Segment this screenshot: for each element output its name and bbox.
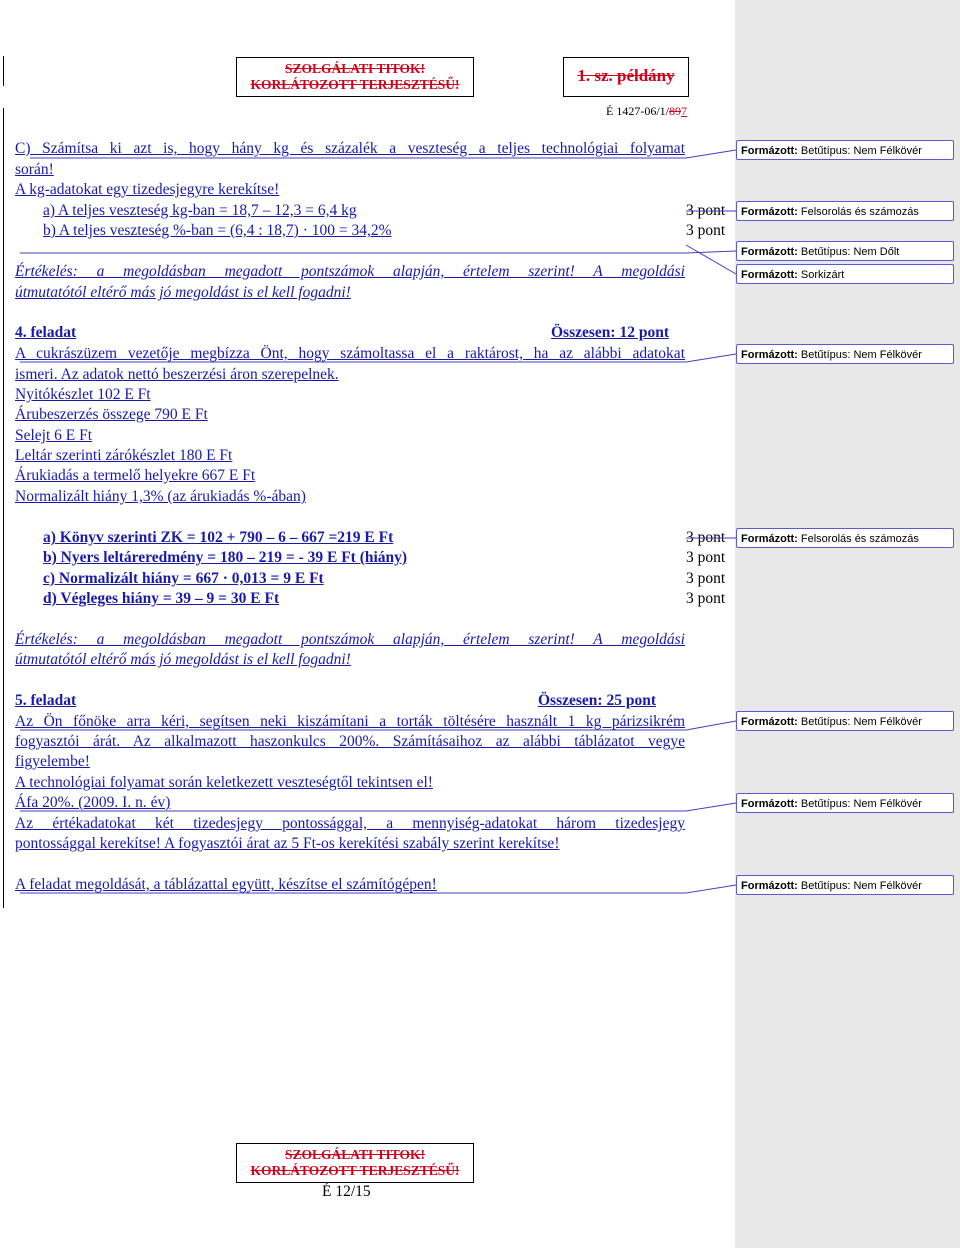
points-c-b: 3 pont	[686, 222, 726, 239]
task4-text-line1: A cukrászüzem vezetője megbízza Önt, hogy számoltassa el a raktárost, ha az alábbi adatokat	[15, 345, 685, 362]
footer-secret-line2: KORLÁTOZOTT TERJESZTÉSŰ!	[250, 1163, 460, 1178]
task4-title: 4. feladat	[15, 324, 77, 341]
task4-data-item: Árubeszerzés összege 790 E Ft	[15, 406, 208, 423]
format-comment[interactable]	[736, 793, 954, 813]
task4-data-item: Nyitókészlet 102 E Ft	[15, 386, 151, 403]
task5-line7: pontossággal kerekítse! A fogyasztói árat az 5 Ft-os kerekítési szabály szerint kerekítse!	[15, 835, 560, 852]
section-c-eval-line1: Értékelés: a megoldásban megadott pontszámok alapján, értelem szerint! A megoldási	[15, 263, 685, 280]
task5-total: Összesen: 25 pont	[538, 692, 656, 709]
comment-label: Formázott:	[741, 206, 798, 218]
task4-data-item: Normalizált hiány 1,3% (az árukiadás %-ában)	[15, 488, 306, 505]
format-comment[interactable]	[736, 344, 954, 364]
task4-answer: a) Könyv szerinti ZK = 102 + 790 – 6 – 667 =219 E Ft	[43, 529, 394, 546]
format-comment[interactable]	[736, 875, 954, 895]
format-comment[interactable]	[736, 264, 954, 284]
section-c-item-a: a) A teljes veszteség kg-ban = 18,7 – 12,3 = 6,4 kg	[43, 202, 357, 219]
footer-secret-line1: SZOLGÁLATI TITOK!	[285, 1147, 425, 1162]
comment-label: Formázott:	[741, 246, 798, 258]
task5-line1: Az Ön főnöke arra kéri, segítsen neki kiszámítani a torták töltésére használt 1 kg párizsikrém	[15, 713, 685, 730]
task4-answer-points: 3 pont	[686, 549, 726, 566]
task4-answer: d) Végleges hiány = 39 – 9 = 30 E Ft	[43, 590, 280, 607]
comment-value: Sorkizárt	[800, 269, 845, 281]
header-secret-line1: SZOLGÁLATI TITOK!	[285, 61, 425, 76]
doc-code-old: 89	[669, 104, 681, 118]
task4-answer-points: 3 pont	[686, 590, 726, 607]
task4-data-item: Árukiadás a termelő helyekre 667 E Ft	[15, 467, 256, 484]
doc-code-prefix: É 1427-06/1/	[606, 104, 669, 118]
comment-label: Formázott:	[741, 145, 798, 157]
comment-label: Formázott:	[741, 798, 798, 810]
format-comment[interactable]	[736, 241, 954, 261]
task4-answer-points: 3 pont	[686, 529, 726, 546]
comment-value: Betűtípus: Nem Félkövér	[800, 716, 922, 728]
comment-value: Felsorolás és számozás	[800, 533, 919, 545]
comment-label: Formázott:	[741, 716, 798, 728]
comment-label: Formázott:	[741, 533, 798, 545]
doc-code-new: 7	[681, 104, 687, 118]
comment-label: Formázott:	[741, 269, 798, 281]
task4-text-line2: ismeri. Az adatok nettó beszerzési áron szerepelnek.	[15, 366, 339, 383]
comment-label: Formázott:	[741, 349, 798, 361]
task5-line6: Az értékadatokat két tizedesjegy pontossággal, a mennyiség-adatokat három tizedesjegy	[15, 815, 685, 832]
format-comment[interactable]	[736, 711, 954, 731]
comment-value: Betűtípus: Nem Félkövér	[800, 798, 922, 810]
section-c-line1: C) Számítsa ki azt is, hogy hány kg és százalék a veszteség a teljes technológiai folyamat	[15, 140, 685, 157]
header-secret-line2: KORLÁTOZOTT TERJESZTÉSŰ!	[250, 77, 460, 92]
section-c-item-b: b) A teljes veszteség %-ban = (6,4 : 18,7) · 100 = 34,2%	[43, 222, 392, 239]
task4-answer: c) Normalizált hiány = 667 · 0,013 = 9 E Ft	[43, 570, 324, 587]
points-c-a: 3 pont	[686, 202, 726, 219]
comment-value: Betűtípus: Nem Dőlt	[800, 246, 900, 258]
comment-value: Betűtípus: Nem Félkövér	[800, 349, 922, 361]
section-c-eval-line2: útmutatótól eltérő más jó megoldást is el kell fogadni!	[15, 284, 351, 301]
comment-value: Betűtípus: Nem Félkövér	[800, 145, 922, 157]
format-comment[interactable]	[736, 140, 954, 160]
section-c-line2: során!	[15, 161, 54, 178]
task5-line4: A technológiai folyamat során keletkezett veszteségtől tekintsen el!	[15, 774, 433, 791]
task5-line8: A feladat megoldását, a táblázattal együtt, készítse el számítógépen!	[15, 876, 437, 893]
section-c-line3: A kg-adatokat egy tizedesjegyre kerekítse!	[15, 181, 280, 198]
task4-data-item: Leltár szerinti zárókészlet 180 E Ft	[15, 447, 233, 464]
comment-value: Betűtípus: Nem Félkövér	[800, 880, 922, 892]
task5-line3: figyelembe!	[15, 753, 90, 770]
task4-eval-line1: Értékelés: a megoldásban megadott pontszámok alapján, értelem szerint! A megoldási	[15, 631, 685, 648]
page-number: É 12/15	[322, 1183, 371, 1200]
task4-answer: b) Nyers leltáreredmény = 180 – 219 = - 39 E Ft (hiány)	[43, 549, 408, 566]
task4-total: Összesen: 12 pont	[551, 324, 669, 341]
comment-label: Formázott:	[741, 880, 798, 892]
task5-title: 5. feladat	[15, 692, 77, 709]
task4-answer-points: 3 pont	[686, 570, 726, 587]
comment-value: Felsorolás és számozás	[800, 206, 919, 218]
copy-label: 1. sz. példány	[577, 66, 675, 85]
task4-data-item: Selejt 6 E Ft	[15, 427, 93, 444]
task4-eval-line2: útmutatótól eltérő más jó megoldást is el kell fogadni!	[15, 651, 351, 668]
format-comment[interactable]	[736, 528, 954, 548]
task5-line2: fogyasztói árát. Az alkalmazott haszonkulcs 200%. Számításaihoz az alábbi táblázatot vegye	[15, 733, 685, 750]
format-comment[interactable]	[736, 201, 954, 221]
task5-line5: Áfa 20%. (2009. I. n. év)	[15, 794, 171, 811]
